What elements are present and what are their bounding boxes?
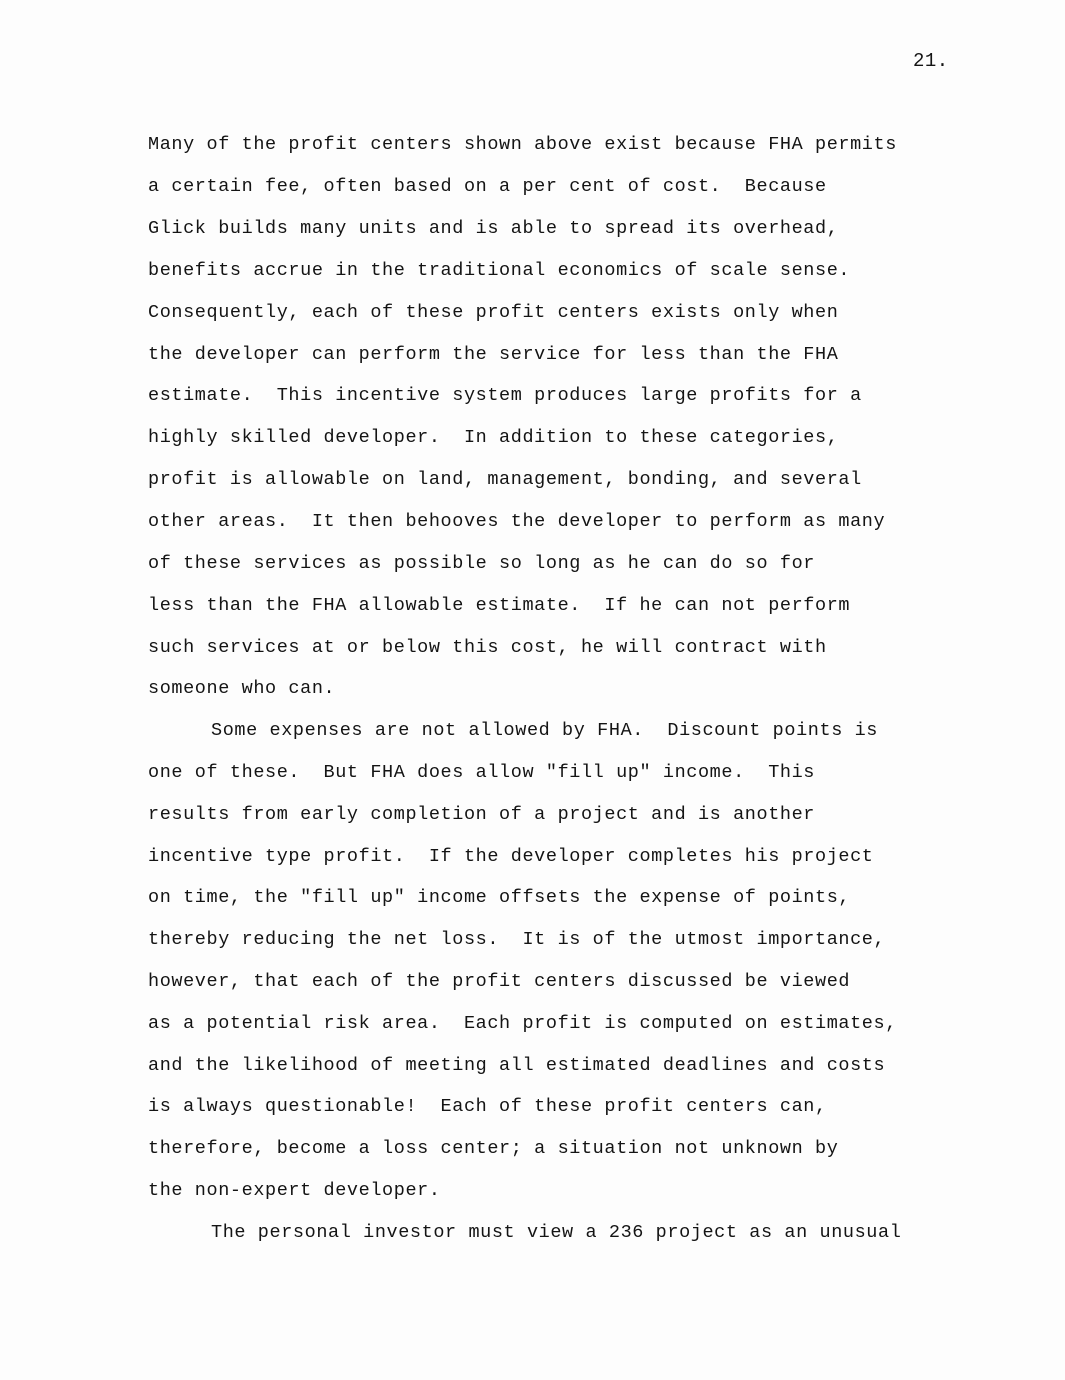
text-line-15: Some expenses are not allowed by FHA. Discount points is (211, 720, 879, 741)
text-line-2: a certain fee, often based on a per cent of cost. Because (148, 176, 827, 197)
text-line-9: profit is allowable on land, management, bonding, and several (148, 469, 862, 490)
text-line-14: someone who can. (148, 678, 336, 699)
text-line-22: as a potential risk area. Each profit is computed on estimates, (148, 1013, 897, 1034)
text-line-8: highly skilled developer. In addition to these categories, (148, 427, 839, 448)
text-line-23: and the likelihood of meeting all estimated deadlines and costs (148, 1055, 886, 1076)
text-line-26: the non-expert developer. (148, 1180, 441, 1201)
text-line-3: Glick builds many units and is able to spread its overhead, (148, 218, 839, 239)
text-line-13: such services at or below this cost, he will contract with (148, 637, 827, 658)
text-line-19: on time, the "fill up" income offsets the expense of points, (148, 887, 851, 908)
text-line-11: of these services as possible so long as he can do so for (148, 553, 816, 574)
text-line-1: Many of the profit centers shown above exist because FHA permits (148, 134, 897, 155)
text-line-21: however, that each of the profit centers discussed be viewed (148, 971, 851, 992)
text-line-10: other areas. It then behooves the developer to perform as many (148, 511, 886, 532)
text-line-5: Consequently, each of these profit centers exists only when (148, 302, 839, 323)
text-line-18: incentive type profit. If the developer completes his project (148, 846, 874, 867)
text-line-12: less than the FHA allowable estimate. If he can not perform (148, 595, 851, 616)
text-line-17: results from early completion of a project and is another (148, 804, 816, 825)
text-line-20: thereby reducing the net loss. It is of the utmost importance, (148, 929, 886, 950)
text-line-24: is always questionable! Each of these profit centers can, (148, 1096, 827, 1117)
text-line-6: the developer can perform the service for less than the FHA (148, 344, 839, 365)
text-line-4: benefits accrue in the traditional economics of scale sense. (148, 260, 851, 281)
text-line-7: estimate. This incentive system produces large profits for a (148, 385, 862, 406)
text-line-25: therefore, become a loss center; a situation not unknown by (148, 1138, 839, 1159)
text-line-27: The personal investor must view a 236 project as an unusual (211, 1222, 902, 1243)
page-number: 21. (913, 50, 949, 72)
text-line-16: one of these. But FHA does allow "fill up" income. This (148, 762, 816, 783)
